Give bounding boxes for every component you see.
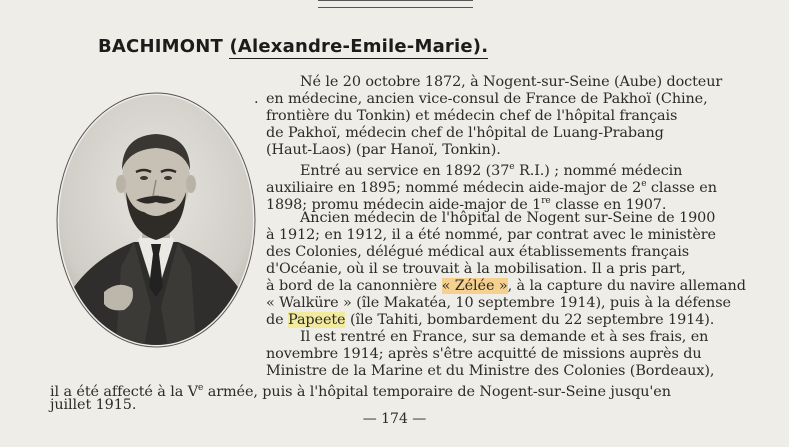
surname: BACHIMONT — [98, 36, 223, 57]
text-line: Né le 20 octobre 1872, à Nogent-sur-Seine (Aube) docteur — [300, 74, 723, 90]
text-line: Entré au service en 1892 (37e R.I.) ; nommé médecin — [300, 162, 683, 179]
text-line: en médecine, ancien vice-consul de France de Pakhoï (Chine, — [266, 91, 708, 107]
text-line: Ministre de la Marine et du Ministre des Colonies (Bordeaux), — [266, 363, 715, 379]
text-line: (Haut-Laos) (par Hanoï, Tonkin). — [266, 142, 501, 158]
text-line: Il est rentré en France, sur sa demande et à ses frais, en — [300, 329, 709, 345]
text-line: à bord de la canonnière « Zélée », à la capture du navire allemand — [266, 278, 746, 294]
text-line: frontière du Tonkin) et médecin chef de l'hôpital français — [266, 108, 678, 124]
highlighted-place-name: Papeete — [288, 312, 346, 328]
text-line: à 1912; en 1912, il a été nommé, par contrat avec le ministère — [266, 227, 716, 243]
text-line: Ancien médecin de l'hôpital de Nogent sur-Seine de 1900 — [300, 210, 716, 226]
text-line: de Papeete (île Tahiti, bombardement du 22 septembre 1914). — [266, 312, 715, 328]
text-line: des Colonies, délégué médical aux établissements français — [266, 244, 690, 260]
text-line: il a été affecté à la Ve armée, puis à l'hôpital temporaire de Nogent-sur-Seine jusqu'en — [50, 383, 671, 400]
text-line: novembre 1914; après s'être acquitté de missions auprès du — [266, 346, 702, 362]
highlighted-ship-name: « Zélée » — [441, 278, 508, 294]
text-line: d'Océanie, où il se trouvait à la mobilisation. Il a pris part, — [266, 261, 686, 277]
text-line: de Pakhoï, médecin chef de l'hôpital de Luang-Prabang — [266, 125, 664, 141]
text-line: auxiliaire en 1895; nommé médecin aide-major de 2e classe en — [266, 179, 717, 196]
text-line: « Walküre » (île Makatéa, 10 septembre 1914), puis à la défense — [266, 295, 731, 311]
given-names: (Alexandre-Emile-Marie). — [229, 36, 489, 57]
page-number: — 174 — — [362, 411, 427, 427]
text-line-dot: . — [254, 91, 259, 107]
text-line: juillet 1915. — [50, 397, 137, 413]
text-line: 1898; promu médecin aide-major de 1re classe en 1907. — [266, 196, 667, 213]
